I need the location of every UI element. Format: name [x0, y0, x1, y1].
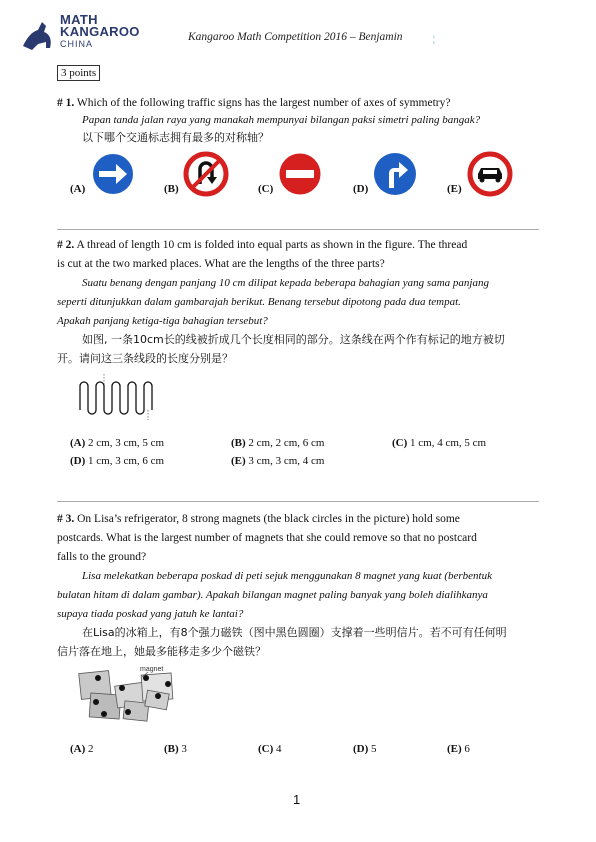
q3-zh-line1: 在Lisa的冰箱上，有8个强力磁铁（图中黑色圆圈）支撑着一些明信片。若不可有任何明: [82, 626, 507, 639]
q3-ms-line1: Lisa melekatkan beberapa poskad di peti sejuk menggunakan 8 magnet yang kuat (berbentuk: [82, 570, 492, 582]
q1-zh: 以下哪个交通标志拥有最多的对称轴？: [82, 131, 269, 144]
q3-ms-line2: bulatan hitam di dalam gambar). Apakah bilangan magnet paling banyak yang boleh dialihkanya: [57, 589, 488, 601]
logo: [20, 14, 150, 54]
q3-number: # 3.: [57, 513, 75, 525]
page-number: 1: [293, 792, 301, 807]
q2-ms-line1: Suatu benang dengan panjang 10 cm dilipat kepada beberapa bahagian yang sama panjang: [82, 277, 489, 289]
kangaroo-icon: [20, 16, 60, 52]
q1-option-d[interactable]: (D): [353, 183, 369, 195]
q3-ms-line3: supaya tiada poskad yang jatuh ke lantai?: [57, 608, 244, 620]
q2-ms-line2: seperti ditunjukkan dalam gambarajah berikut. Benang tersebut dipotong pada dua tempat.: [57, 296, 461, 308]
q1-option-a[interactable]: (A): [70, 183, 86, 195]
q2-option-e[interactable]: (E) 3 cm, 3 cm, 4 cm: [231, 455, 325, 467]
folded-thread-figure: [78, 372, 162, 422]
logo-line1: MATH: [60, 12, 98, 27]
q1-en: Which of the following traffic signs has the largest number of axes of symmetry?: [76, 97, 451, 109]
q2-number: # 2.: [57, 239, 75, 251]
header-title: Kangaroo Math Competition 2016 – Benjamin: [188, 31, 403, 43]
q3-text-line1: # 3. On Lisa’s refrigerator, 8 strong magnets (the black circles in the picture) hold some: [57, 513, 460, 525]
q2-option-c[interactable]: (C) 1 cm, 4 cm, 5 cm: [392, 437, 487, 449]
q1-text: [57, 95, 450, 112]
q3-zh-line2: 信片落在地上，她最多能移走多少个磁铁？: [57, 645, 266, 658]
q1-option-e[interactable]: (E): [447, 183, 462, 195]
q1-option-c[interactable]: (C): [258, 183, 274, 195]
q2-zh-line1: 如图, 一条10cm长的线被折成几个长度相同的部分。这条线在两个作有标记的地方被切: [82, 333, 505, 346]
q2-ms-line3: Apakah panjang ketiga-tiga bahagian tersebut?: [57, 315, 268, 327]
q3-option-c[interactable]: (C) 4: [258, 743, 282, 755]
q2-text-line1: # 2. A thread of length 10 cm is folded into equal parts as shown in the figure. The thread: [57, 239, 468, 251]
points-label: 3 points: [57, 65, 100, 81]
q3-option-d[interactable]: (D) 5: [353, 743, 377, 755]
no-u-turn-sign-icon: [183, 151, 229, 197]
q3-text-line2: postcards. What is the largest number of magnets that she could remove so that no postcard: [57, 532, 477, 544]
right-arrow-sign-icon: [90, 151, 136, 197]
q3-option-e[interactable]: (E) 6: [447, 743, 470, 755]
q2-option-a[interactable]: (A) 2 cm, 3 cm, 5 cm: [70, 437, 165, 449]
q2-option-d[interactable]: (D) 1 cm, 3 cm, 6 cm: [70, 455, 165, 467]
divider: [57, 501, 539, 502]
q3-text-line3: falls to the ground?: [57, 551, 147, 563]
header-mark: ¦: [433, 34, 435, 44]
magnet-label: magnet: [140, 666, 164, 673]
q3-option-b[interactable]: (B) 3: [164, 743, 187, 755]
q2-text-line2: is cut at the two marked places. What are the lengths of the three parts?: [57, 258, 385, 270]
turn-right-sign-icon: [372, 151, 418, 197]
no-cars-sign-icon: [467, 151, 513, 197]
divider: [57, 229, 539, 230]
logo-line2: KANGAROO: [60, 24, 140, 39]
q2-option-b[interactable]: (B) 2 cm, 2 cm, 6 cm: [231, 437, 325, 449]
q2-zh-line2: 开。请问这三条线段的长度分别是？: [57, 352, 233, 365]
q1-option-b[interactable]: (B): [164, 183, 179, 195]
q1-number: # 1.: [57, 97, 75, 109]
q1-ms: Papan tanda jalan raya yang manakah mempunyai bilangan paksi simetri paling bangak?: [82, 114, 481, 126]
postcards-figure: [76, 662, 186, 732]
logo-line3: CHINA: [60, 39, 94, 49]
no-entry-sign-icon: [277, 151, 323, 197]
q3-option-a[interactable]: (A) 2: [70, 743, 94, 755]
